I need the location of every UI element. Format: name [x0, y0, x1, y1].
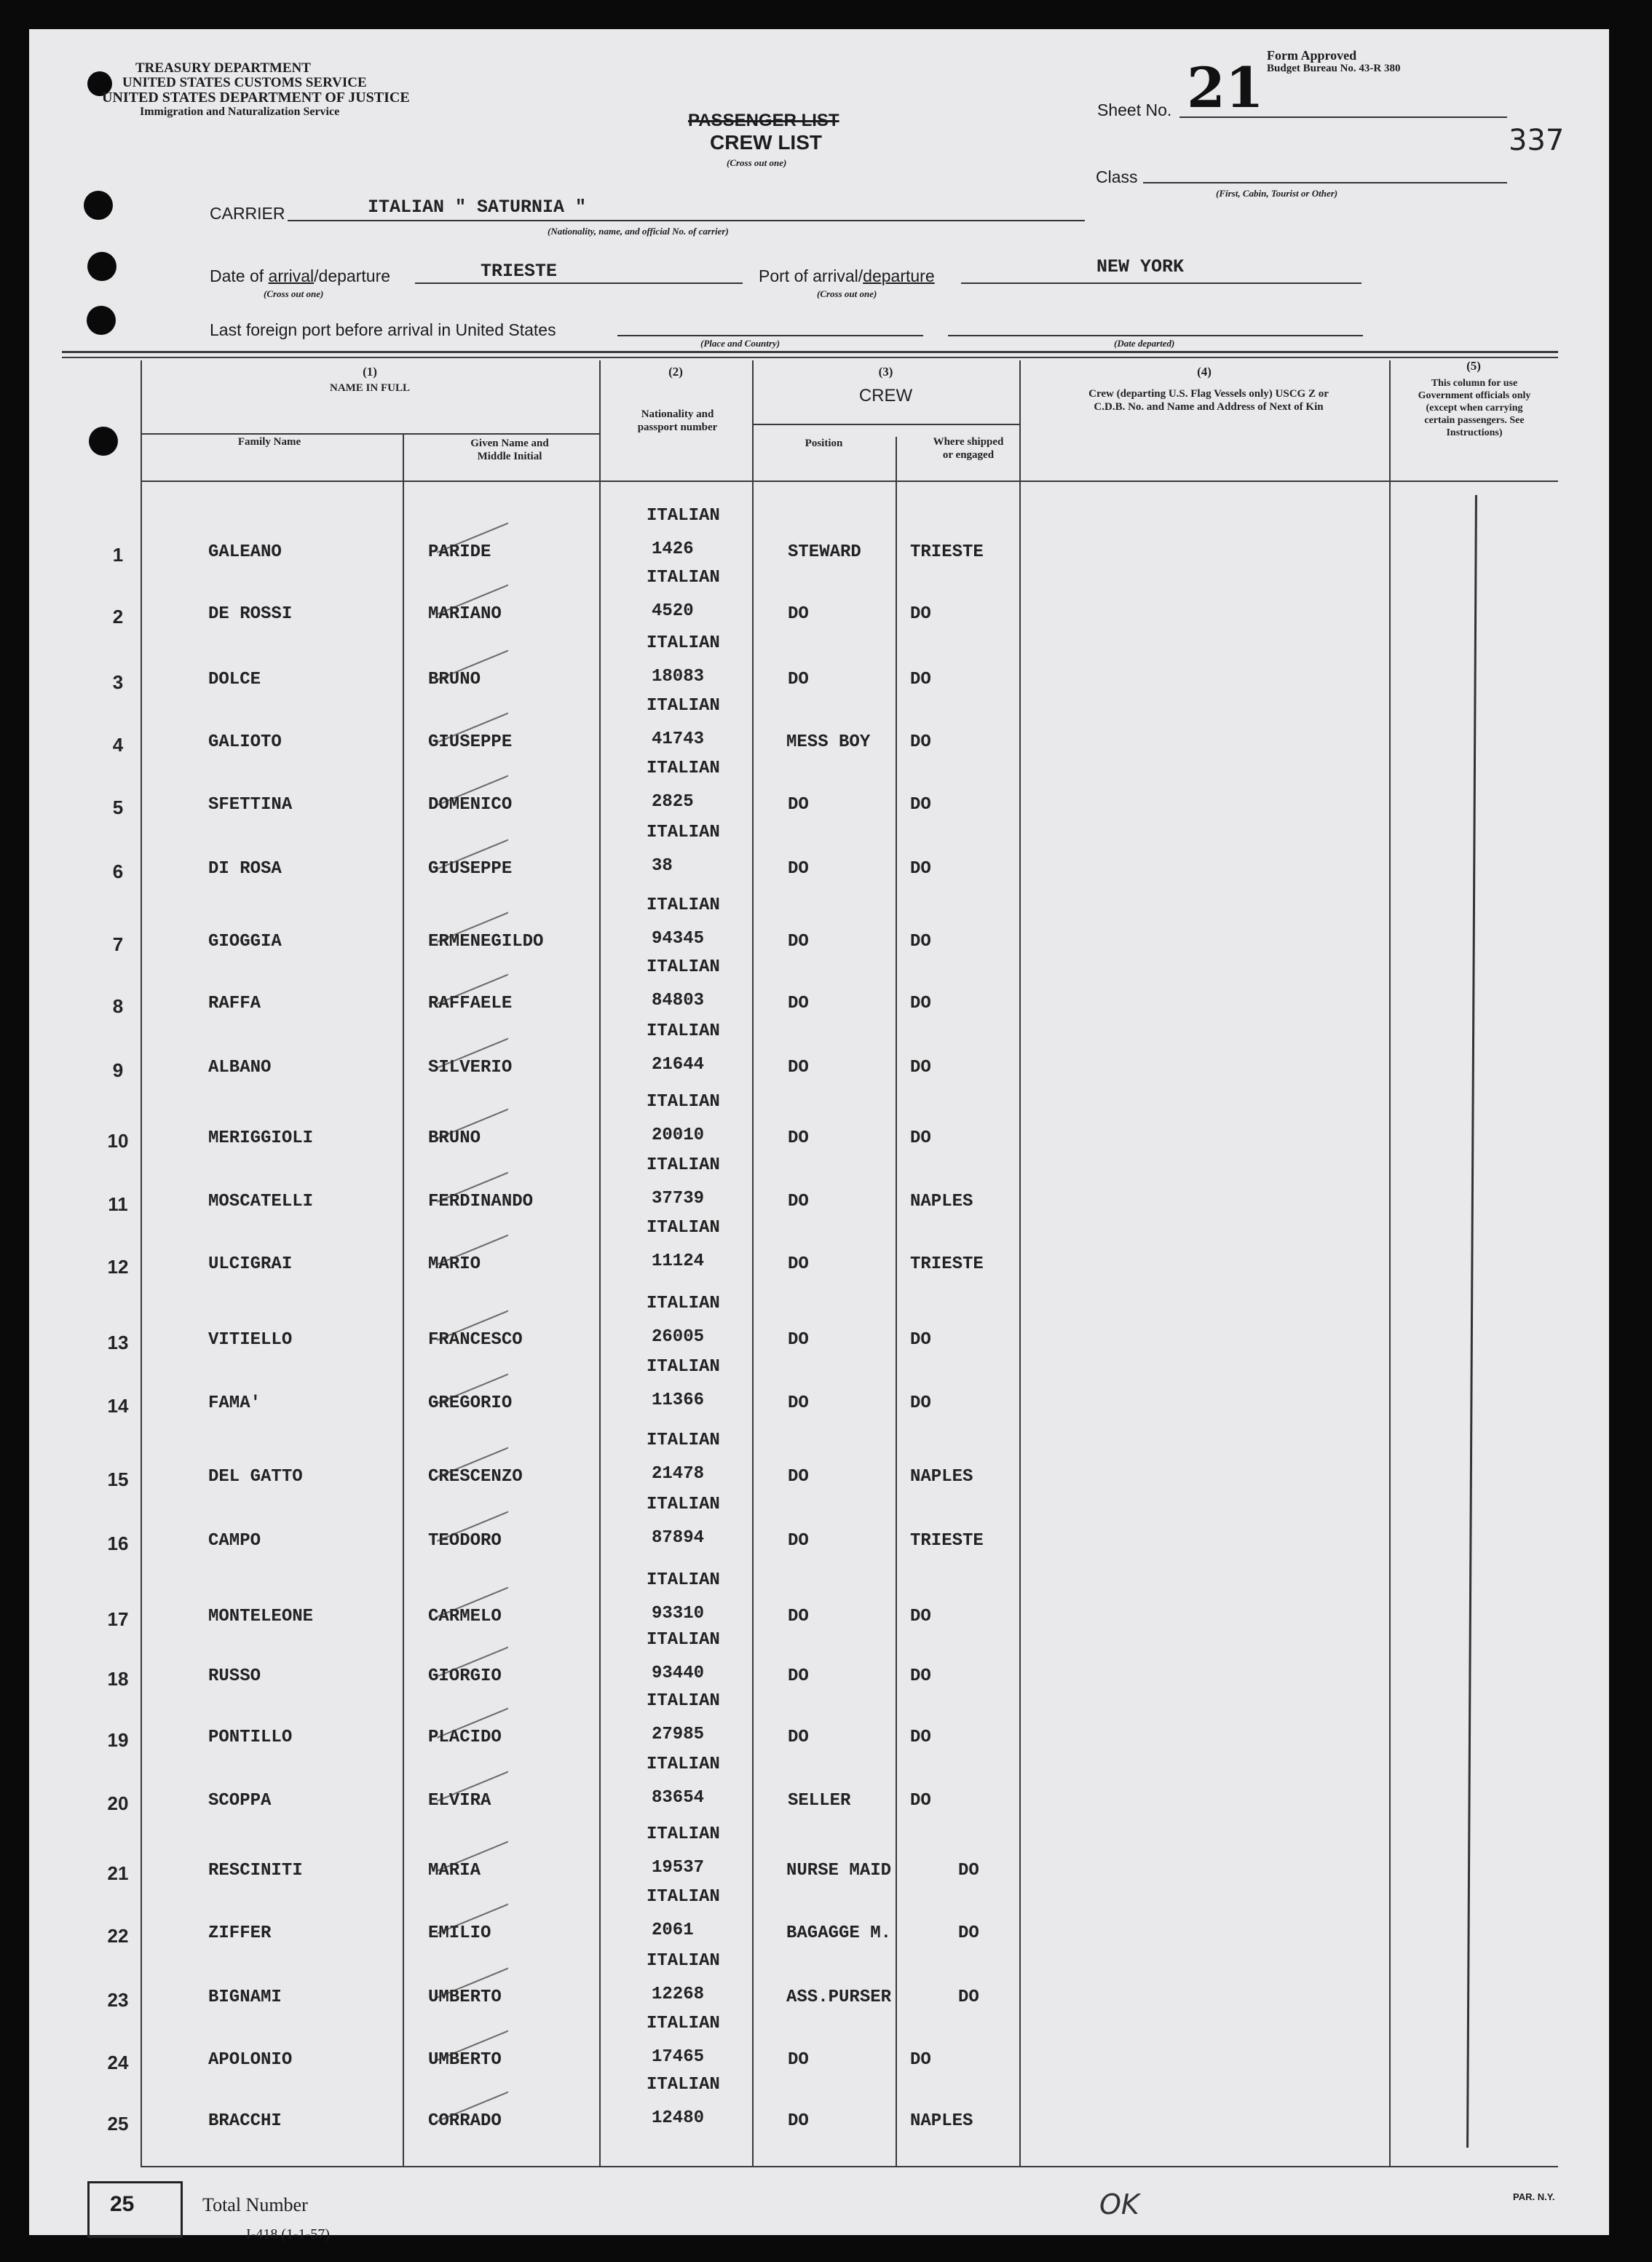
date-underline	[415, 282, 743, 284]
position-header: Position	[805, 438, 843, 449]
given-name: EMILIO	[428, 1923, 491, 1943]
row-number: 24	[107, 2052, 129, 2073]
nationality: ITALIAN	[647, 568, 720, 588]
passport-number: 1426	[652, 539, 694, 559]
passport-number: 84803	[652, 991, 705, 1011]
given-name: CORRADO	[428, 2111, 502, 2131]
port-label: Port of arrival/departure	[759, 266, 935, 285]
given-name: PLACIDO	[428, 1728, 502, 1747]
nationality: ITALIAN	[647, 506, 720, 526]
position: DO	[788, 1666, 809, 1686]
where-shipped: DO	[910, 604, 931, 624]
family-name: DE ROSSI	[208, 604, 293, 624]
where-header: Where shipped or engaged	[933, 436, 1004, 461]
class-hint: (First, Cabin, Tourist or Other)	[1216, 188, 1338, 199]
place-hint: (Place and Country)	[700, 338, 780, 349]
family-name: GALIOTO	[208, 732, 282, 752]
where-shipped: DO	[910, 1666, 931, 1686]
table-divider	[1019, 360, 1021, 2166]
family-name: VITIELLO	[208, 1330, 293, 1350]
family-name: MOSCATELLI	[208, 1192, 314, 1211]
nationality: ITALIAN	[647, 1092, 720, 1112]
position: MESS BOY	[786, 732, 871, 752]
where-shipped: DO	[910, 859, 931, 879]
date-value: TRIESTE	[481, 261, 558, 282]
budget-bureau: Budget Bureau No. 43-R 380	[1267, 63, 1401, 74]
family-name: DEL GATTO	[208, 1467, 303, 1487]
col1-title: NAME IN FULL	[329, 382, 410, 394]
port-value: NEW YORK	[1096, 256, 1185, 277]
nationality: ITALIAN	[647, 1570, 720, 1590]
col2-number: (2)	[668, 365, 683, 379]
ok-mark: OK	[1099, 2188, 1139, 2221]
col3-number: (3)	[878, 365, 893, 379]
stamp-number: 337	[1509, 124, 1565, 157]
passport-number: 4520	[652, 601, 694, 621]
family-name: SCOPPA	[208, 1791, 272, 1811]
carrier-hint: (Nationality, name, and official No. of carrier)	[548, 226, 729, 237]
row-number: 6	[112, 861, 124, 882]
given-name: SILVERIO	[428, 1058, 513, 1077]
header-rule	[62, 357, 1558, 358]
family-name: MERIGGIOLI	[208, 1128, 314, 1148]
position: ASS.PURSER	[786, 1988, 892, 2007]
position: DO	[788, 795, 809, 815]
passport-number: 37739	[652, 1189, 705, 1209]
family-name: RESCINITI	[208, 1861, 303, 1881]
passport-number: 12268	[652, 1985, 705, 2004]
date-departed-hint: (Date departed)	[1114, 338, 1175, 349]
family-name: BIGNAMI	[208, 1988, 282, 2007]
passport-number: 2061	[652, 1921, 694, 1940]
table-border	[141, 360, 142, 2166]
form-number: I-418 (1-1-57)	[246, 2226, 330, 2242]
table-divider	[403, 433, 404, 2166]
table-divider	[896, 437, 897, 2166]
given-name: GREGORIO	[428, 1393, 513, 1413]
row-number: 12	[107, 1256, 129, 1278]
given-name: BRUNO	[428, 1128, 481, 1148]
government-use-header: This column for use Government officials only (except when carrying certain passengers. See Instructions)	[1418, 378, 1531, 438]
sheet-number: 21	[1187, 55, 1264, 120]
where-shipped: NAPLES	[910, 2111, 973, 2131]
table-rule	[141, 433, 599, 435]
family-name-header: Family Name	[237, 436, 301, 448]
given-name: PARIDE	[428, 542, 491, 562]
nationality: ITALIAN	[647, 1021, 720, 1041]
agency-line: TREASURY DEPARTMENT	[135, 60, 311, 76]
agency-line: Immigration and Naturalization Service	[140, 106, 340, 118]
position: DO	[788, 2111, 809, 2131]
row-number: 15	[107, 1468, 129, 1490]
where-shipped: DO	[910, 1330, 931, 1350]
nationality: ITALIAN	[647, 1951, 720, 1971]
where-shipped: DO	[910, 1607, 931, 1626]
given-name: DOMENICO	[428, 795, 513, 815]
printer-mark: PAR. N.Y.	[1513, 2191, 1555, 2202]
nationality: ITALIAN	[647, 1824, 720, 1844]
given-name: FRANCESCO	[428, 1330, 523, 1350]
given-name: GIORGIO	[428, 1666, 502, 1686]
given-name: BRUNO	[428, 670, 481, 689]
nationality: ITALIAN	[647, 2075, 720, 2095]
nationality: ITALIAN	[647, 759, 720, 778]
family-name: ULCIGRAI	[208, 1254, 293, 1274]
punch-hole	[89, 427, 118, 456]
form-approved: Form Approved	[1267, 48, 1357, 63]
nationality: ITALIAN	[647, 633, 720, 653]
punch-hole	[84, 191, 113, 220]
position: DO	[788, 604, 809, 624]
last-port-underline	[617, 335, 923, 336]
passport-number: 21644	[652, 1055, 705, 1075]
punch-hole	[87, 252, 116, 281]
given-name: UMBERTO	[428, 2050, 502, 2070]
table-rule	[752, 424, 1019, 425]
row-number: 14	[107, 1395, 129, 1417]
position: DO	[788, 1128, 809, 1148]
family-name: GALEANO	[208, 542, 282, 562]
col5-number: (5)	[1466, 359, 1481, 373]
punch-hole	[87, 306, 116, 335]
total-count: 25	[110, 2192, 135, 2216]
nationality: ITALIAN	[647, 1218, 720, 1238]
last-port-label: Last foreign port before arrival in United States	[210, 320, 556, 339]
where-shipped: TRIESTE	[910, 1531, 984, 1551]
passport-number: 87894	[652, 1528, 705, 1548]
passport-number: 17465	[652, 2047, 705, 2067]
row-number: 1	[112, 544, 124, 566]
family-name: CAMPO	[208, 1531, 261, 1551]
position: DO	[788, 1393, 809, 1413]
passport-number: 18083	[652, 667, 705, 687]
row-number: 7	[112, 933, 124, 955]
passport-number: 19537	[652, 1858, 705, 1878]
agency-line: UNITED STATES DEPARTMENT OF JUSTICE	[102, 90, 410, 106]
cross-out-hint: (Cross out one)	[727, 157, 787, 168]
passport-number: 11124	[652, 1251, 705, 1271]
crew-list-title: CREW LIST	[710, 131, 822, 154]
passport-number: 94345	[652, 929, 705, 949]
carrier-underline	[288, 220, 1085, 221]
where-shipped: DO	[910, 932, 931, 952]
given-name: MARIO	[428, 1254, 481, 1274]
port-underline	[961, 282, 1361, 284]
position: DO	[788, 859, 809, 879]
position: BAGAGGE M.	[786, 1923, 892, 1943]
nationality: ITALIAN	[647, 1755, 720, 1774]
passport-number: 20010	[652, 1126, 705, 1145]
row-number: 20	[107, 1792, 129, 1814]
family-name: DOLCE	[208, 670, 261, 689]
family-name: FAMA'	[208, 1393, 261, 1413]
sheet-label: Sheet No.	[1097, 100, 1172, 119]
where-shipped: DO	[910, 670, 931, 689]
family-name: APOLONIO	[208, 2050, 293, 2070]
nationality: ITALIAN	[647, 823, 720, 842]
row-number: 23	[107, 1989, 129, 2011]
row-number: 21	[107, 1862, 129, 1884]
col1-number: (1)	[363, 365, 377, 379]
row-number: 22	[107, 1925, 129, 1947]
crew-header: CREW	[858, 386, 913, 406]
position: NURSE MAID	[786, 1861, 892, 1881]
row-number: 18	[107, 1668, 129, 1690]
given-name-header: Given Name and Middle Initial	[470, 438, 549, 462]
nationality: ITALIAN	[647, 1431, 720, 1450]
given-name: UMBERTO	[428, 1988, 502, 2007]
where-shipped: TRIESTE	[910, 542, 984, 562]
row-number: 4	[112, 734, 124, 756]
where-shipped: TRIESTE	[910, 1254, 984, 1274]
row-number: 10	[107, 1130, 129, 1152]
passport-number: 21478	[652, 1464, 705, 1484]
row-number: 9	[112, 1059, 124, 1081]
family-name: ZIFFER	[208, 1923, 272, 1943]
given-name: GIUSEPPE	[428, 859, 513, 879]
nationality: ITALIAN	[647, 1155, 720, 1175]
position: DO	[788, 1467, 809, 1487]
passport-number: 2825	[652, 792, 694, 812]
position: DO	[788, 1728, 809, 1747]
nationality: ITALIAN	[647, 696, 720, 716]
family-name: RAFFA	[208, 994, 261, 1013]
passport-number: 26005	[652, 1327, 705, 1347]
total-label: Total Number	[202, 2194, 308, 2215]
table-divider	[752, 360, 754, 2166]
nationality: ITALIAN	[647, 1887, 720, 1907]
row-number: 13	[107, 1332, 129, 1353]
table-divider	[1389, 360, 1391, 2166]
where-shipped: DO	[910, 2050, 931, 2070]
agency-header	[102, 61, 410, 119]
nationality: ITALIAN	[647, 2014, 720, 2033]
next-of-kin-header: Crew (departing U.S. Flag Vessels only) USCG Z or C.D.B. No. and Name and Address of Next of Kin	[1088, 388, 1329, 413]
family-name: SFETTINA	[208, 795, 293, 815]
where-shipped: DO	[958, 1988, 979, 2007]
class-underline	[1143, 182, 1507, 183]
position: SELLER	[788, 1791, 851, 1811]
position: STEWARD	[788, 542, 861, 562]
family-name: RUSSO	[208, 1666, 261, 1686]
given-name: GIUSEPPE	[428, 732, 513, 752]
nationality: ITALIAN	[647, 1630, 720, 1650]
passport-number: 12480	[652, 2108, 705, 2128]
position: DO	[788, 994, 809, 1013]
nationality: ITALIAN	[647, 895, 720, 915]
row-number: 2	[112, 606, 124, 628]
given-name: RAFFAELE	[428, 994, 513, 1013]
row-number: 8	[112, 995, 124, 1017]
row-number: 25	[107, 2113, 129, 2135]
passenger-list-title: PASSENGER LIST	[688, 111, 839, 130]
where-shipped: DO	[910, 994, 931, 1013]
where-shipped: DO	[910, 1728, 931, 1747]
given-name: MARIA	[428, 1861, 481, 1881]
position: DO	[788, 1607, 809, 1626]
nationality: ITALIAN	[647, 1495, 720, 1514]
where-shipped: DO	[910, 1393, 931, 1413]
col4-number: (4)	[1197, 365, 1212, 379]
date-hint: (Cross out one)	[264, 288, 324, 299]
where-shipped: NAPLES	[910, 1192, 973, 1211]
where-shipped: NAPLES	[910, 1467, 973, 1487]
table-bottom	[141, 2166, 1558, 2167]
where-shipped: DO	[958, 1923, 979, 1943]
total-box	[87, 2181, 183, 2238]
position: DO	[788, 1254, 809, 1274]
class-label: Class	[1096, 167, 1138, 186]
header-rule	[62, 351, 1558, 353]
given-name: CRESCENZO	[428, 1467, 523, 1487]
row-number: 11	[108, 1193, 128, 1215]
given-name: ERMENEGILDO	[428, 932, 544, 952]
position: DO	[788, 1330, 809, 1350]
crew-list-form	[29, 29, 1609, 2242]
given-name: TEODORO	[428, 1531, 502, 1551]
passport-number: 11366	[652, 1391, 705, 1410]
agency-line: UNITED STATES CUSTOMS SERVICE	[122, 75, 367, 90]
nationality: ITALIAN	[647, 1357, 720, 1377]
pen-mark	[1466, 495, 1477, 2148]
where-shipped: DO	[910, 795, 931, 815]
where-shipped: DO	[910, 732, 931, 752]
position: DO	[788, 932, 809, 952]
given-name: FERDINANDO	[428, 1192, 534, 1211]
row-number: 16	[107, 1533, 129, 1554]
where-shipped: DO	[910, 1791, 931, 1811]
nationality: ITALIAN	[647, 1691, 720, 1711]
row-number: 3	[112, 671, 124, 693]
carrier-value: ITALIAN " SATURNIA "	[368, 197, 587, 218]
passport-number: 27985	[652, 1725, 705, 1744]
where-shipped: DO	[910, 1128, 931, 1148]
nationality: ITALIAN	[647, 957, 720, 977]
passport-number: 38	[652, 856, 673, 876]
position: DO	[788, 2050, 809, 2070]
table-divider	[599, 360, 601, 2166]
carrier-label: CARRIER	[210, 204, 285, 223]
passport-number: 83654	[652, 1788, 705, 1808]
given-name: MARIANO	[428, 604, 502, 624]
port-hint: (Cross out one)	[817, 288, 877, 299]
family-name: BRACCHI	[208, 2111, 282, 2131]
passport-number: 41743	[652, 729, 705, 749]
position: DO	[788, 1531, 809, 1551]
date-departed-underline	[948, 335, 1363, 336]
passport-number: 93440	[652, 1664, 705, 1683]
nationality-header: Nationality and passport number	[637, 408, 718, 433]
given-name: CARMELO	[428, 1607, 502, 1626]
family-name: ALBANO	[208, 1058, 272, 1077]
family-name: DI ROSA	[208, 859, 282, 879]
row-number: 5	[112, 796, 124, 818]
where-shipped: DO	[910, 1058, 931, 1077]
row-number: 17	[107, 1608, 129, 1630]
date-label: Date of arrival/departure	[210, 266, 391, 285]
family-name: GIOGGIA	[208, 932, 282, 952]
position: DO	[788, 1192, 809, 1211]
nationality: ITALIAN	[647, 1294, 720, 1313]
family-name: MONTELEONE	[208, 1607, 314, 1626]
position: DO	[788, 1058, 809, 1077]
position: DO	[788, 670, 809, 689]
table-rule	[141, 481, 1558, 482]
given-name: ELVIRA	[428, 1791, 491, 1811]
row-number: 19	[107, 1729, 129, 1751]
where-shipped: DO	[958, 1861, 979, 1881]
family-name: PONTILLO	[208, 1728, 293, 1747]
passport-number: 93310	[652, 1604, 705, 1624]
